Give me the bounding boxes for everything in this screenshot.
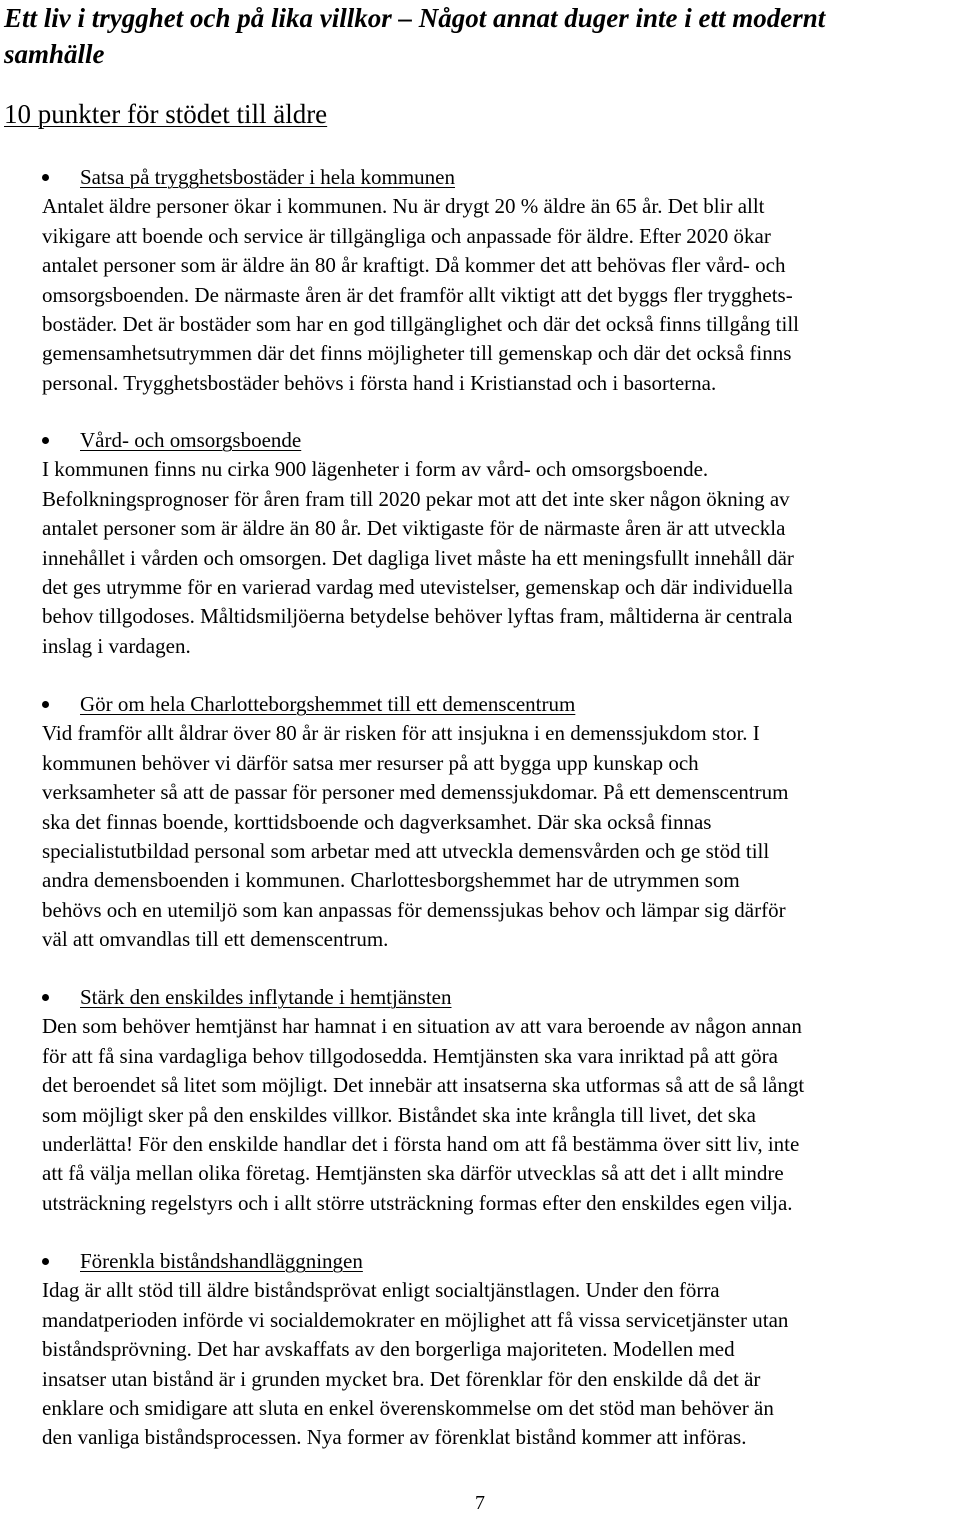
body-line: att få välja mellan olika företag. Hemtjänsten ska därför utvecklas så att det i allt mindre xyxy=(42,1161,784,1186)
body-line: ska det finnas boende, korttidsboende och dagverksamhet. Där ska också finnas xyxy=(42,809,712,834)
body-line: underlätta! För den enskilde handlar det i första hand om att få bestämma över sitt liv, inte xyxy=(42,1131,800,1156)
body-line: Vid framför allt åldrar över 80 år är risken för att insjukna i en demenssjukdom stor. I xyxy=(42,721,760,746)
section-body xyxy=(42,1276,958,1452)
body-line: innehållet i vården och omsorgen. Det dagliga livet måste ha ett meningsfullt innehåll där xyxy=(42,545,794,570)
section-heading: Förenkla biståndshandläggningen xyxy=(80,1249,363,1273)
bullet-icon xyxy=(42,437,49,444)
body-line: väl att omvandlas till ett demenscentrum. xyxy=(42,927,389,952)
section-heading: Stärk den enskildes inflytande i hemtjänsten xyxy=(80,985,452,1009)
body-line: bostäder. Det är bostäder som har en god tillgänglighet och där det också finns tillgång till xyxy=(42,311,799,336)
body-line: det ges utrymme för en varierad vardag med utevistelser, gemenskap och där individuella xyxy=(42,574,793,599)
bullet-icon xyxy=(42,174,49,181)
section-hemtjansten xyxy=(42,983,958,1218)
body-line: behövs och en utemiljö som kan anpassas för demenssjukas behov och lämpar sig därför xyxy=(42,897,786,922)
section-body xyxy=(42,719,958,954)
body-line: omsorgsboenden. De närmaste åren är det framför allt viktigt att det byggs fler trygghets- xyxy=(42,282,793,307)
body-line: antalet personer som är äldre än 80 år. Det viktigaste för de närmaste åren är att utveckla xyxy=(42,516,786,541)
section-trygghetsbostader xyxy=(42,163,958,398)
document-subtitle: 10 punkter för stödet till äldre xyxy=(4,99,328,129)
bullet-icon xyxy=(42,994,49,1001)
body-line: vikigare att boende och service är tillgängliga och anpassade för äldre. Efter 2020 ökar xyxy=(42,223,771,248)
section-heading-row xyxy=(42,983,958,1012)
body-line: verksamheter så att de passar för personer med demenssjukdomar. På ett demenscentrum xyxy=(42,780,789,805)
body-line: som möjligt sker på den enskildes villkor. Biståndet ska inte krångla till livet, det ska xyxy=(42,1102,756,1127)
body-line: utsträckning regelstyrs och i allt större utsträckning formas efter den enskildes egen vilja. xyxy=(42,1190,793,1215)
section-body xyxy=(42,455,958,661)
page-number: 7 xyxy=(475,1492,485,1514)
body-line: biståndsprövning. Det har avskaffats av den borgerliga majoriteten. Modellen med xyxy=(42,1337,735,1362)
section-demenscentrum xyxy=(42,690,958,955)
section-vard-och-omsorgsboende xyxy=(42,426,958,661)
bullet-icon xyxy=(42,1258,49,1265)
section-heading-row xyxy=(42,690,958,719)
body-line: mandatperioden införde vi socialdemokrater en möjlighet att få vissa servicetjänster utan xyxy=(42,1307,789,1332)
section-heading-row xyxy=(42,163,958,192)
section-heading: Satsa på trygghetsbostäder i hela kommunen xyxy=(80,165,455,189)
body-line: andra demensboenden i kommunen. Charlottesborgshemmet har de utrymmen som xyxy=(42,868,740,893)
body-line: för att få sina vardagliga behov tillgodosedda. Hemtjänsten ska vara inriktad på att göra xyxy=(42,1043,778,1068)
body-line: inslag i vardagen. xyxy=(42,633,191,658)
body-line: enklare och smidigare att sluta en enkel överenskommelse om det stöd man behöver än xyxy=(42,1395,774,1420)
document-title xyxy=(4,0,954,72)
section-heading: Gör om hela Charlotteborgshemmet till ett demenscentrum xyxy=(80,692,576,716)
body-line: antalet personer som är äldre än 80 år kraftigt. Då kommer det att behövas fler vård- och xyxy=(42,253,786,278)
body-line: Den som behöver hemtjänst har hamnat i en situation av att vara beroende av någon annan xyxy=(42,1014,802,1039)
body-line: personal. Trygghetsbostäder behövs i första hand i Kristianstad och i basorterna. xyxy=(42,370,717,395)
section-body xyxy=(42,1012,958,1218)
section-heading-row xyxy=(42,426,958,455)
body-line: insatser utan bistånd är i grunden mycket bra. Det förenklar för den enskilde då det är xyxy=(42,1366,761,1391)
document-title-line: Ett liv i trygghet och på lika villkor – Något annat duger inte i ett modernt xyxy=(4,3,826,33)
body-line: det beroendet så litet som möjligt. Det innebär att insatserna ska utformas så att de så långt xyxy=(42,1073,805,1098)
body-line: behov tillgodoses. Måltidsmiljöerna betydelse behöver lyftas fram, måltiderna är centrala xyxy=(42,604,793,629)
body-line: Antalet äldre personer ökar i kommunen. Nu är drygt 20 % äldre än 65 år. Det blir allt xyxy=(42,194,765,219)
body-line: kommunen behöver vi därför satsa mer resurser på att bygga upp kunskap och xyxy=(42,750,699,775)
body-line: Befolkningsprognoser för åren fram till 2020 pekar mot att det inte sker någon ökning av xyxy=(42,486,790,511)
section-body xyxy=(42,192,958,398)
bullet-icon xyxy=(42,701,49,708)
body-line: specialistutbildad personal som arbetar med att utveckla demensvården och ge stöd till xyxy=(42,838,770,863)
body-line: I kommunen finns nu cirka 900 lägenheter i form av vård- och omsorgsboende. xyxy=(42,457,709,482)
section-heading-row xyxy=(42,1247,958,1276)
body-line: Idag är allt stöd till äldre biståndsprövat enligt socialtjänstlagen. Under den förra xyxy=(42,1278,720,1303)
section-bistandshandlaggningen xyxy=(42,1247,958,1453)
section-heading: Vård- och omsorgsboende xyxy=(80,428,302,452)
document-title-line: samhälle xyxy=(4,39,105,69)
body-line: gemensamhetsutrymmen där det finns möjligheter till gemenskap och där det också finns xyxy=(42,341,792,366)
body-line: den vanliga biståndsprocessen. Nya former av förenklat bistånd kommer att införas. xyxy=(42,1425,747,1450)
